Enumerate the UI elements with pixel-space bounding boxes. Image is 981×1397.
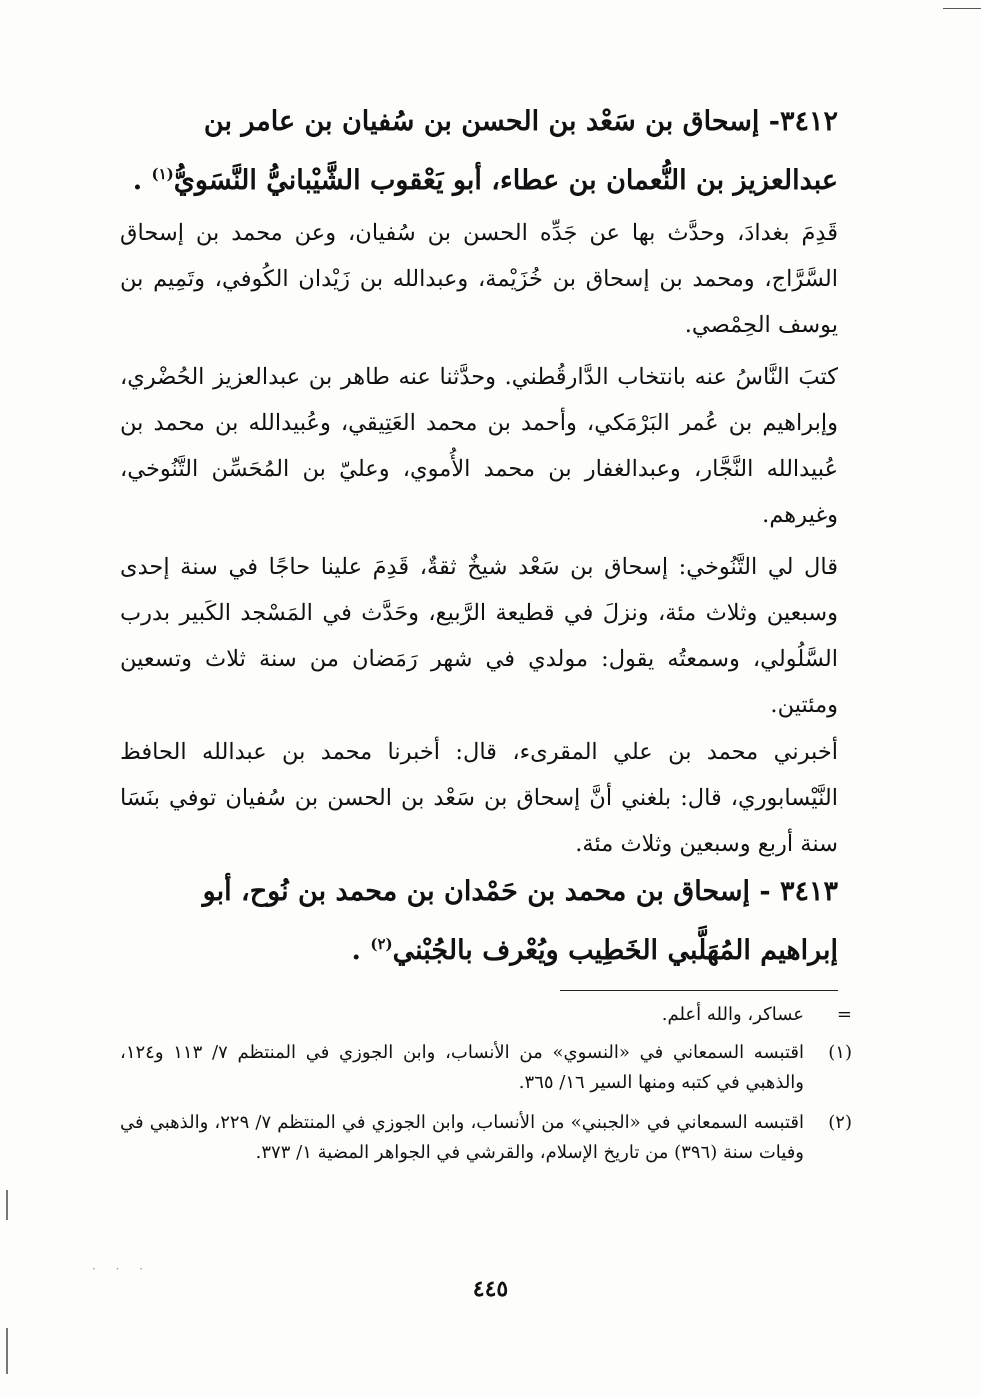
paragraph: كتبَ النَّاسُ عنه بانتخاب الدَّارقُطني. وحدَّثنا عنه طاهر بن عبدالعزيز الحُضْري، وإبراهيم بن عُمر البَرْمَكي، وأحمد بن محمد العَتِيقي، وعُبيدالله بن محمد بن عُبيدالله النَّجَّار، وعبدالغفار بن محمد الأُموي، وعليّ بن المُحَسِّن التَّنُوخي، وغيرهم. [120, 364, 838, 528]
footnote-ref-1[interactable]: (١) [151, 165, 174, 183]
scan-edge-line [943, 8, 981, 9]
footnote-number: (١) [828, 1042, 852, 1063]
heading-line-1: ٣٤١٢- إسحاق بن سَعْد بن الحسن بن سُفيان بن عامر بن [203, 106, 838, 137]
footnote-2 [120, 1108, 852, 1168]
entry-heading-3413 [120, 866, 838, 977]
footnote-text: اقتبسه السمعاني في «النسوي» من الأنساب، وابن الجوزي في المنتظم ٧/ ١١٣ و١٢٤، والذهبي في كتبه ومنها السير ١٦/ ٣٦٥. [120, 1042, 804, 1093]
entry-heading-3412 [120, 96, 838, 207]
paragraph: قال لي التَّنُوخي: إسحاق بن سَعْد شيخٌ ثقةٌ، قَدِمَ علينا حاجًا في سنة إحدى وسبعين وثلاث مئة، ونزلَ في قطيعة الرَّبيع، وحَدَّث في المَسْجد الكَبير بدرب السَّلُولي، وسمعتُه يقول: مولدي في شهر رَمَضان من سنة ثلاث وتسعين ومئتين. [120, 554, 838, 718]
paragraph: قَدِمَ بغدادَ، وحدَّث بها عن جَدِّه الحسن بن سُفيان، وعن محمد بن إسحاق السَّرَّاج، ومحمد بن إسحاق بن خُزَيْمة، وعبدالله بن زَيْدان الكُوفي، وتَمِيم بن يوسف الحِمْصي. [120, 220, 838, 338]
scan-margin-mark [6, 1328, 8, 1374]
paragraph: أخبرني محمد بن علي المقرىء، قال: أخبرنا محمد بن عبدالله الحافظ النَّيْسابوري، قال: بلغني أنَّ إسحاق بن سَعْد بن الحسن بن سُفيان توفي بنَسَا سنة أربع وسبعين وثلاث مئة. [120, 739, 838, 857]
scan-noise-dots: · · · [92, 1262, 152, 1276]
footnote-1 [120, 1038, 852, 1098]
page-number: ٤٤٥ [472, 1276, 509, 1302]
scan-margin-mark [6, 1190, 8, 1220]
continuation-text: عساكر، والله أعلم. [661, 1004, 804, 1025]
heading-line-1: ٣٤١٣ - إسحاق بن محمد بن حَمْدان بن محمد بن نُوح، أبو [202, 876, 838, 907]
continuation-marker: = [836, 1004, 852, 1025]
footnote-text: اقتبسه السمعاني في «الجبني» من الأنساب، وابن الجوزي في المنتظم ٧/ ٢٢٩، والذهبي في وفيات سنة (٣٩٦) من تاريخ الإسلام، والقرشي في الجواهر المضية ١/ ٣٧٣. [120, 1112, 804, 1163]
footnote-ref-2[interactable]: (٢) [370, 935, 393, 953]
footnote-continuation [120, 1000, 852, 1030]
heading-end: . [132, 165, 152, 196]
footnote-number: (٢) [828, 1112, 852, 1133]
heading-line-2: إبراهيم المُهَلَّبي الخَطِيب ويُعْرف بالجُبْني [392, 935, 838, 966]
heading-line-2: عبدالعزيز بن النُّعمان بن عطاء، أبو يَعْقوب الشَّيْبانيُّ النَّسَويُّ [173, 165, 838, 196]
footnote-divider [560, 990, 838, 991]
heading-end: . [351, 935, 371, 966]
